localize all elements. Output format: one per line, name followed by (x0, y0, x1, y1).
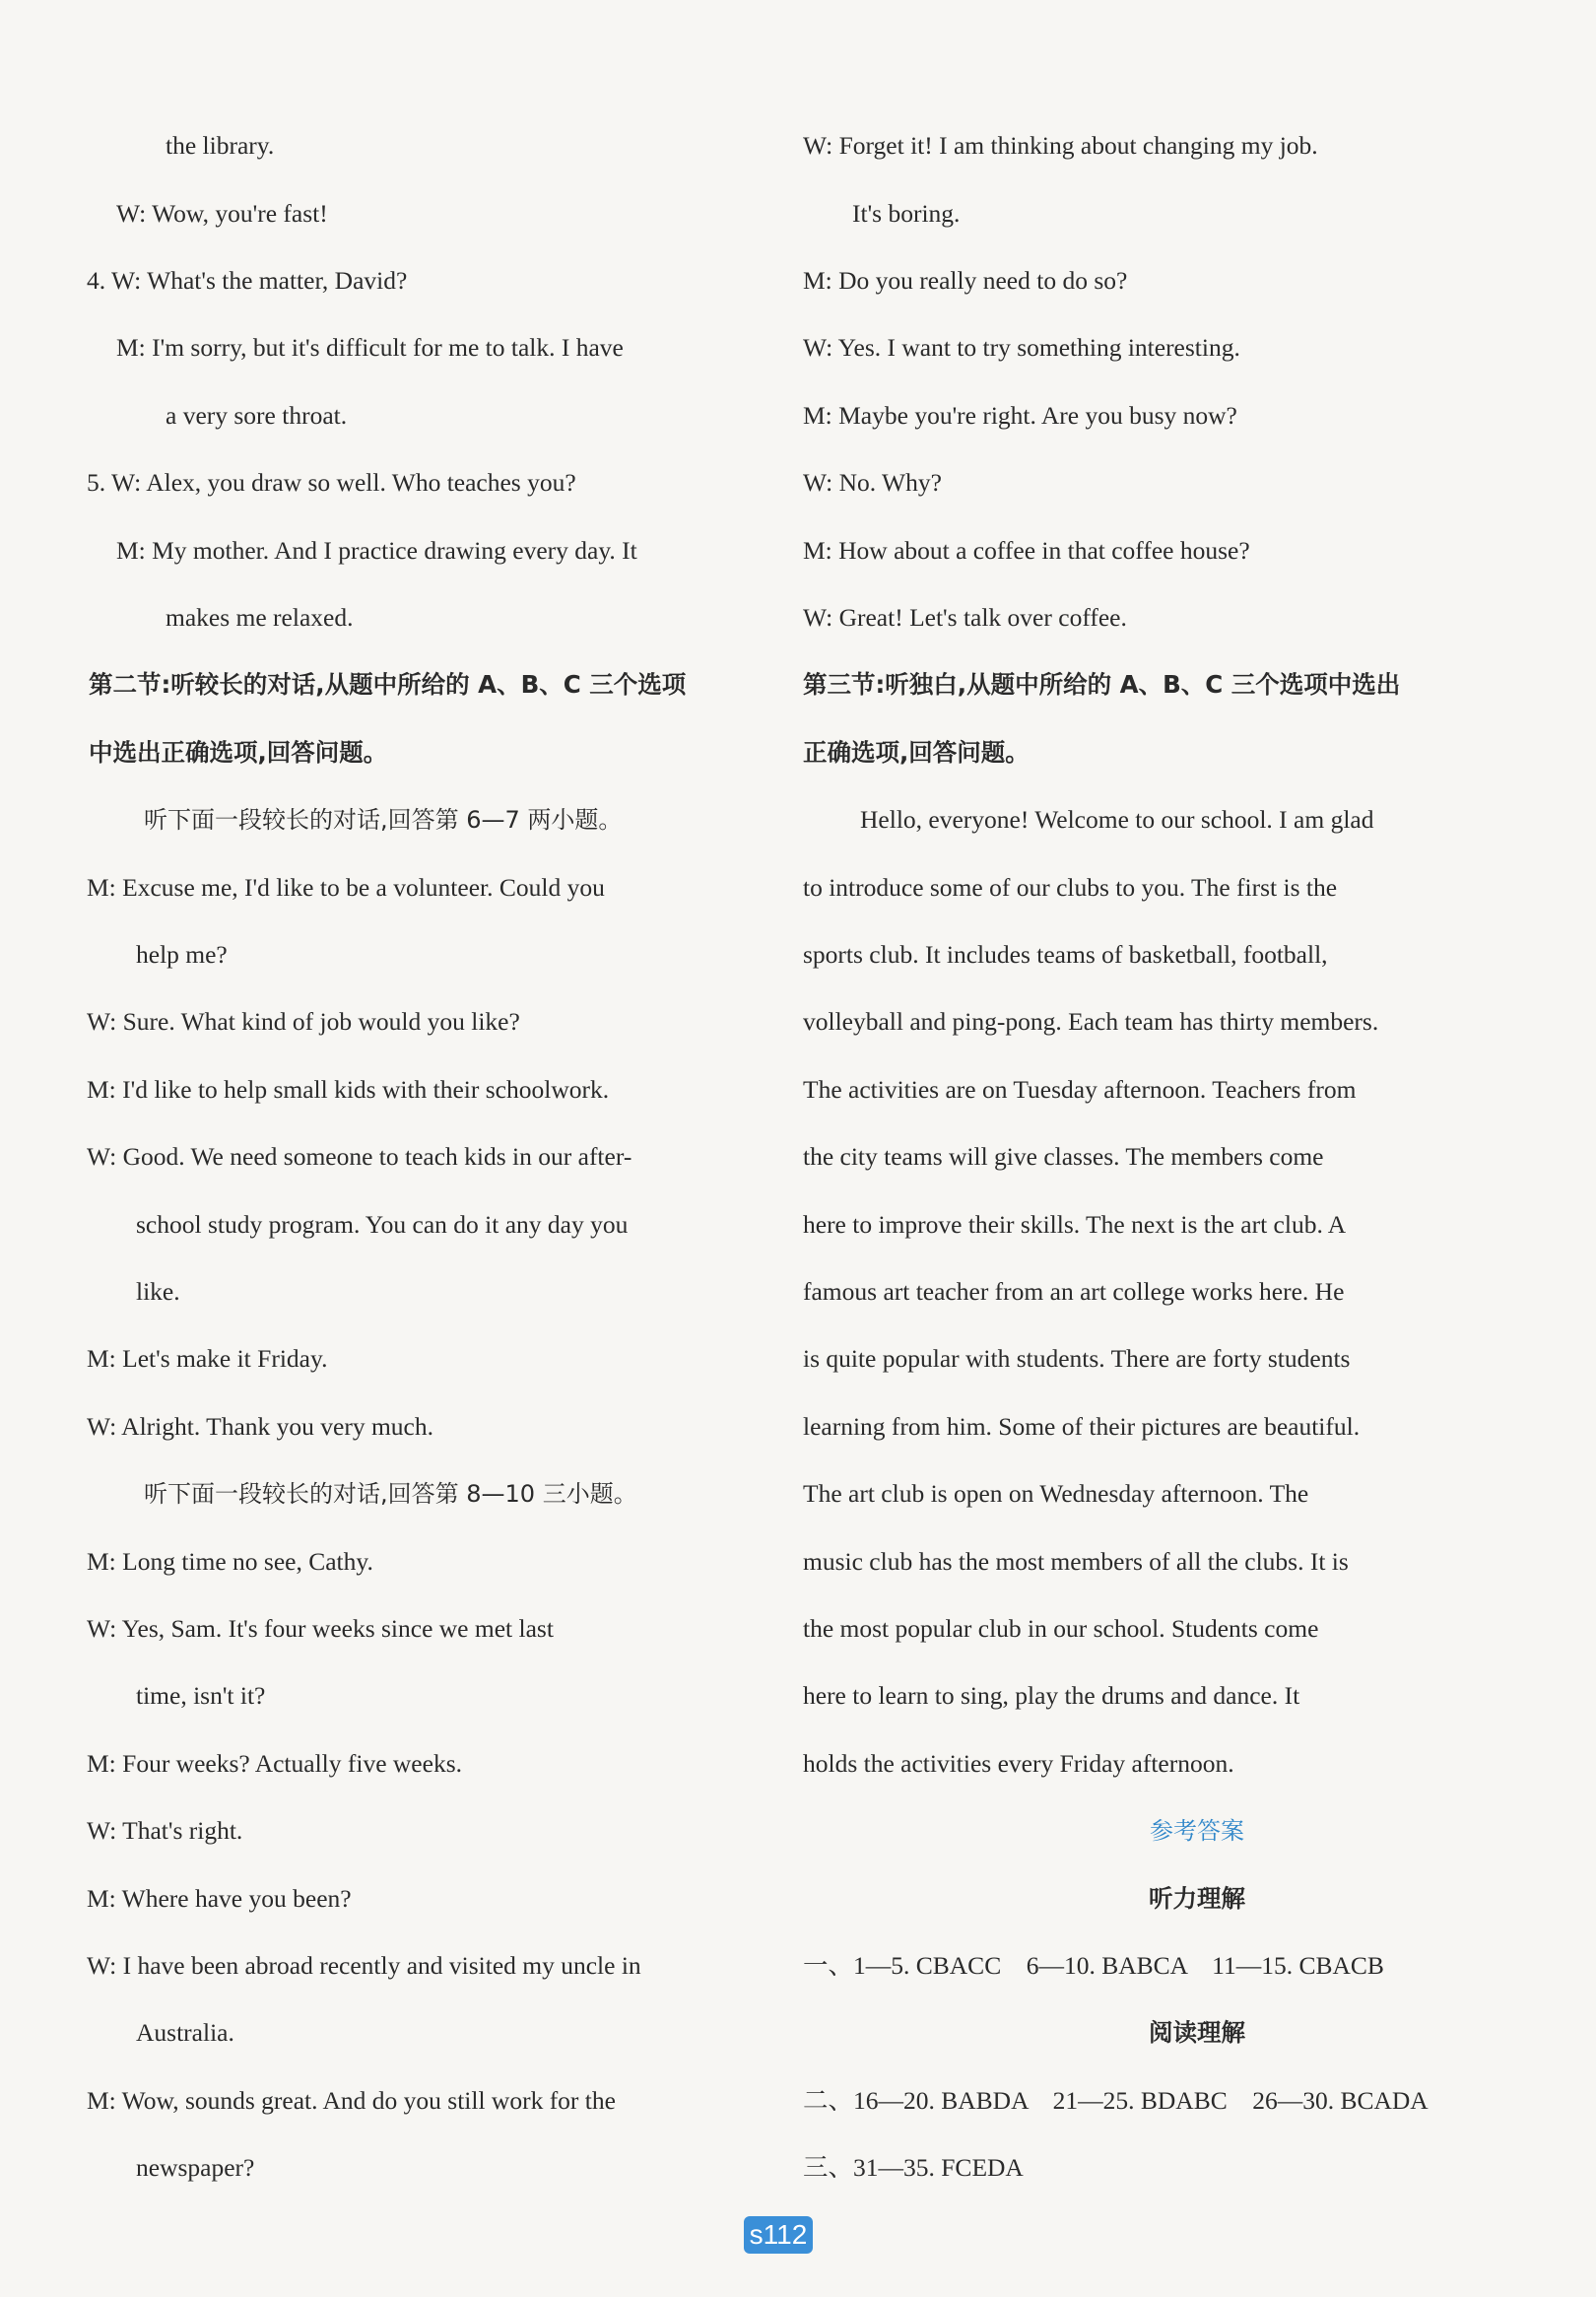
reading-answers: 二、16—20. BABDA 21—25. BDABC 26—30. BCADA (803, 2086, 1429, 2115)
section-heading: 中选出正确选项,回答问题。 (89, 738, 388, 767)
text-line: M: Excuse me, I'd like to be a volunteer. Could you (87, 873, 605, 902)
text-line: W: No. Why? (803, 468, 942, 497)
listening-answers: 一、1—5. CBACC 6—10. BABCA 11—15. CBACB (803, 1951, 1384, 1980)
reading-answers: 三、31—35. FCEDA (803, 2153, 1024, 2182)
text-line: the city teams will give classes. The members come (803, 1142, 1324, 1171)
text-line: M: Four weeks? Actually five weeks. (87, 1749, 462, 1778)
page-number-badge: s112 (744, 2216, 813, 2254)
text-line: help me? (136, 940, 228, 969)
text-line: W: Yes. I want to try something interesting. (803, 333, 1240, 362)
text-line: M: My mother. And I practice drawing every day. It (116, 536, 637, 565)
text-line: is quite popular with students. There are forty students (803, 1344, 1351, 1373)
listening-heading: 听力理解 (1149, 1884, 1245, 1913)
text-line: here to improve their skills. The next is the art club. A (803, 1210, 1347, 1239)
text-line: holds the activities every Friday afternoon. (803, 1749, 1234, 1778)
section-heading: 正确选项,回答问题。 (803, 738, 1030, 767)
text-line: sports club. It includes teams of basketball, football, (803, 940, 1328, 969)
text-line: W: Forget it! I am thinking about changing my job. (803, 131, 1318, 160)
text-line: to introduce some of our clubs to you. The first is the (803, 873, 1338, 902)
text-line: learning from him. Some of their pictures are beautiful. (803, 1412, 1361, 1441)
text-line: W: Alright. Thank you very much. (87, 1412, 433, 1441)
text-line: M: Where have you been? (87, 1884, 352, 1913)
text-line: It's boring. (852, 199, 961, 228)
text-line: M: I'd like to help small kids with their schoolwork. (87, 1075, 610, 1104)
text-line: The art club is open on Wednesday afternoon. The (803, 1479, 1309, 1508)
answer-title: 参考答案 (1150, 1817, 1244, 1845)
text-line: W: Good. We need someone to teach kids in our after- (87, 1142, 632, 1171)
text-line: the library. (166, 131, 275, 160)
text-line: M: How about a coffee in that coffee house? (803, 536, 1250, 565)
text-line: 4. W: What's the matter, David? (87, 266, 408, 295)
text-line: W: Great! Let's talk over coffee. (803, 603, 1127, 632)
text-line: W: That's right. (87, 1816, 243, 1845)
text-line: school study program. You can do it any day you (136, 1210, 629, 1239)
text-line: M: Maybe you're right. Are you busy now? (803, 401, 1237, 430)
text-line: The activities are on Tuesday afternoon. Teachers from (803, 1075, 1357, 1104)
reading-heading: 阅读理解 (1149, 2018, 1245, 2047)
text-line: M: Wow, sounds great. And do you still work for the (87, 2086, 616, 2115)
text-line: Australia. (136, 2018, 234, 2047)
text-line: volleyball and ping-pong. Each team has thirty members. (803, 1007, 1379, 1036)
text-line: W: Sure. What kind of job would you like? (87, 1007, 520, 1036)
text-line: M: Let's make it Friday. (87, 1344, 328, 1373)
text-line: newspaper? (136, 2153, 255, 2182)
instruction-line: 听下面一段较长的对话,回答第 6—7 两小题。 (144, 806, 623, 834)
text-line: the most popular club in our school. Students come (803, 1614, 1319, 1643)
text-line: Hello, everyone! Welcome to our school. I am glad (860, 805, 1374, 834)
text-line: a very sore throat. (166, 401, 348, 430)
section-heading: 第三节:听独白,从题中所给的 A、B、C 三个选项中选出 (803, 670, 1401, 699)
text-line: W: I have been abroad recently and visited my uncle in (87, 1951, 641, 1980)
text-line: M: Long time no see, Cathy. (87, 1547, 373, 1576)
text-line: here to learn to sing, play the drums and dance. It (803, 1681, 1300, 1710)
text-line: famous art teacher from an art college works here. He (803, 1277, 1345, 1306)
text-line: M: I'm sorry, but it's difficult for me to talk. I have (116, 333, 624, 362)
text-line: like. (136, 1277, 180, 1306)
text-line: M: Do you really need to do so? (803, 266, 1128, 295)
text-line: W: Wow, you're fast! (116, 199, 328, 228)
text-line: music club has the most members of all the clubs. It is (803, 1547, 1349, 1576)
text-line: makes me relaxed. (166, 603, 354, 632)
text-line: 5. W: Alex, you draw so well. Who teaches you? (87, 468, 576, 497)
instruction-line: 听下面一段较长的对话,回答第 8—10 三小题。 (144, 1480, 637, 1508)
text-line: W: Yes, Sam. It's four weeks since we met last (87, 1614, 554, 1643)
section-heading: 第二节:听较长的对话,从题中所给的 A、B、C 三个选项 (89, 670, 687, 699)
text-line: time, isn't it? (136, 1681, 266, 1710)
